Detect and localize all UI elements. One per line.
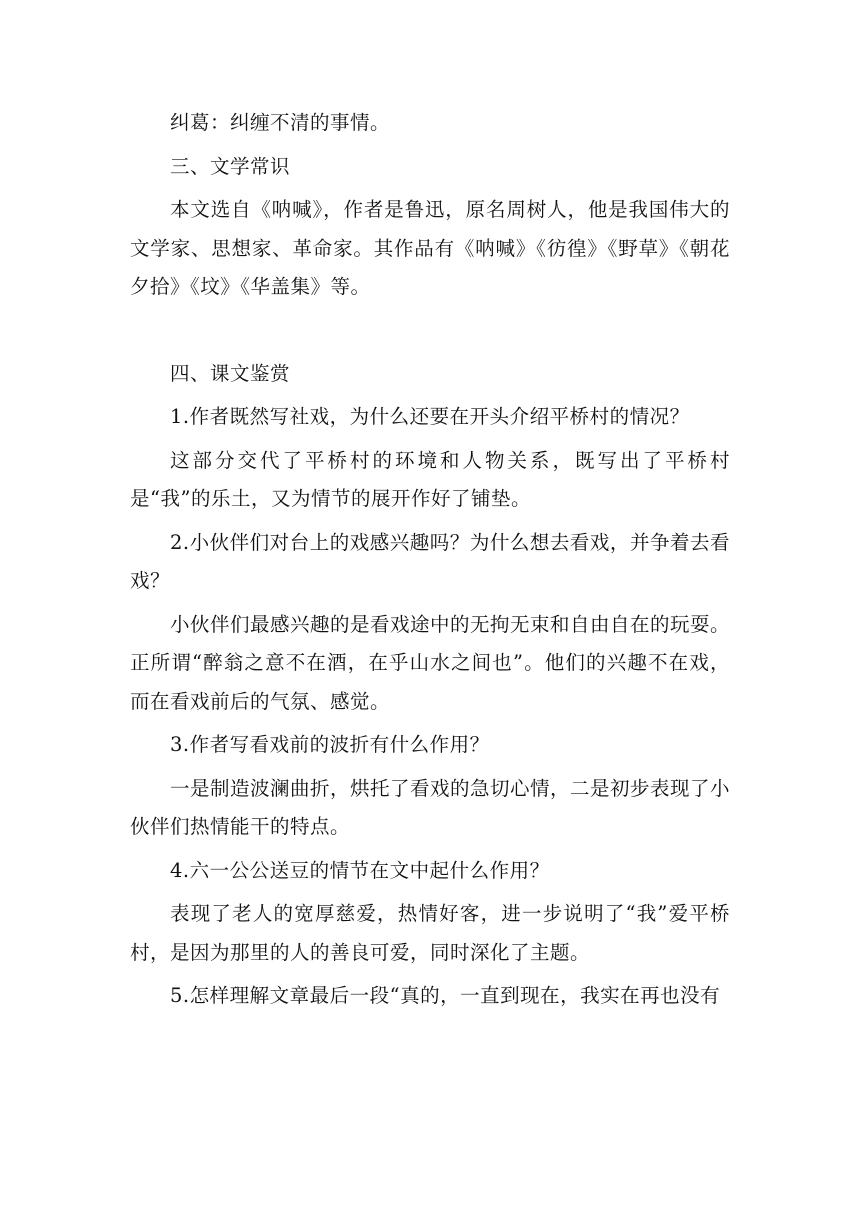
answer-3: 一是制造波澜曲折，烘托了看戏的急切心情，二是初步表现了小伙伴们热情能干的特点。	[130, 776, 731, 838]
answer-1: 这部分交代了平桥村的环境和人物关系，既写出了平桥村是“我”的乐土，又为情节的展开作好了铺垫。	[130, 448, 730, 510]
document-page	[130, 104, 730, 1021]
question-2: 2.小伙伴们对台上的戏感兴趣吗？为什么想去看戏，并争着去看戏？	[130, 530, 730, 592]
question-4: 4.六一公公送豆的情节在文中起什么作用？	[170, 858, 550, 882]
paragraph-literary-knowledge: 本文选自《呐喊》，作者是鲁迅，原名周树人，他是我国伟大的文学家、思想家、革命家。其作品有《呐喊》《彷徨》《野草》《朝花夕拾》《坟》《华盖集》等。	[130, 198, 730, 298]
answer-2: 小伙伴们最感兴趣的是看戏途中的无拘无束和自由自在的玩耍。正所谓“醉翁之意不在酒，在乎山水之间也”。他们的兴趣不在戏，而在看戏前后的气氛、感觉。	[130, 612, 731, 713]
blank-line	[130, 312, 730, 355]
question-5: 5.怎样理解文章最后一段“真的，一直到现在，我实在再也没有	[170, 984, 721, 1007]
answer-4: 表现了老人的宽厚慈爱，热情好客，进一步说明了“我”爱平桥村，是因为那里的人的善良可爱，同时深化了主题。	[130, 902, 730, 964]
paragraph-definition-jiuge: 纠葛：纠缠不清的事情。	[170, 111, 391, 134]
question-1: 1.作者既然写社戏，为什么还要在开头介绍平桥村的情况？	[170, 405, 690, 428]
section-heading-text-appreciation: 四、课文鉴赏	[170, 361, 291, 385]
section-heading-literary-knowledge: 三、文学常识	[170, 154, 291, 178]
question-3: 3.作者写看戏前的波折有什么作用？	[170, 733, 490, 756]
